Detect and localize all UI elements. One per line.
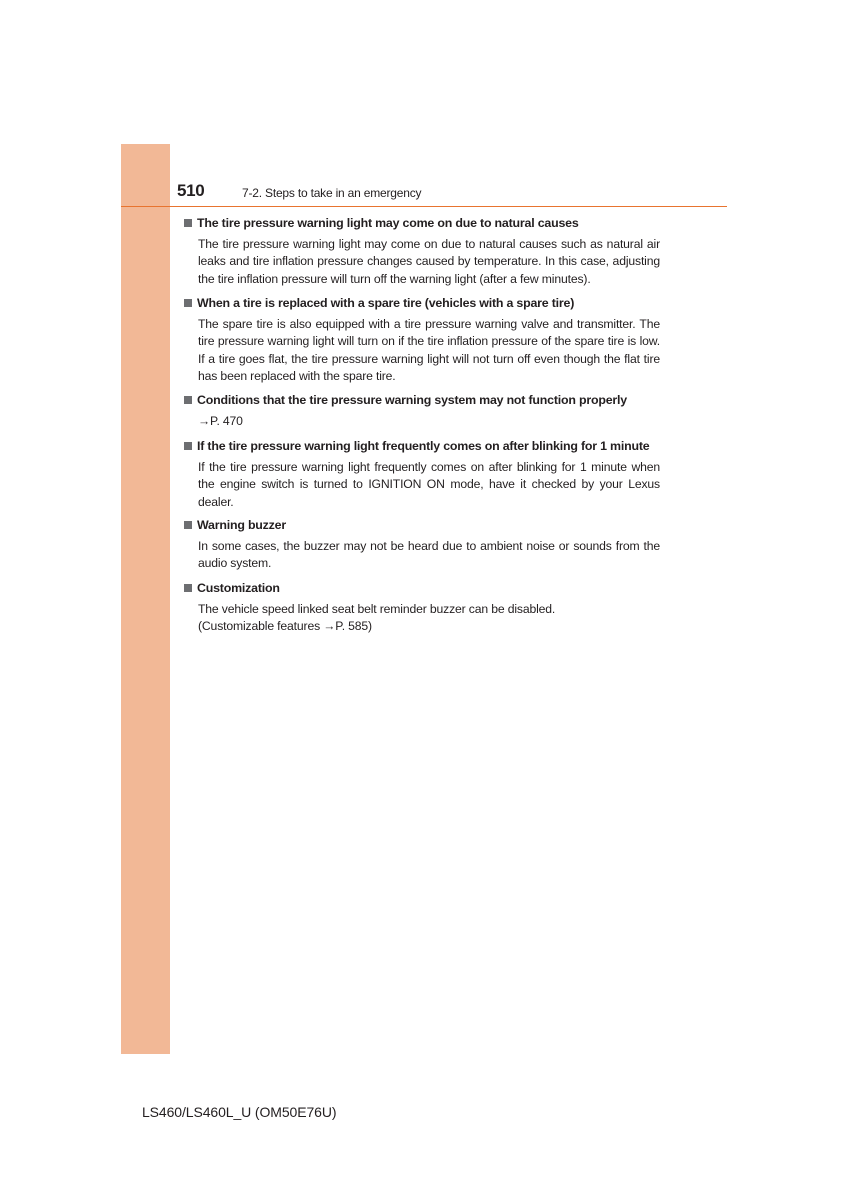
square-bullet-icon <box>184 521 192 529</box>
page-number: 510 <box>177 181 205 200</box>
section-heading: Customization <box>197 581 280 595</box>
section-body: The spare tire is also equipped with a tire pressure warning valve and transmitter. The tire pressure warning light will turn on if the tire inflation pressure of the spare tire is low. If a tire goes flat, the tire pressure warning light will not turn off even though the flat tire has been replaced with the spare tire. <box>198 317 660 384</box>
section-body: The tire pressure warning light may come on due to natural causes such as natural air leaks and tire inflation pressure changes caused by temperature. In this case, adjusting the tire inflation pressure will turn off the warning light (after a few minutes). <box>198 237 660 286</box>
section-warning-buzzer <box>184 516 660 573</box>
square-bullet-icon <box>184 584 192 592</box>
square-bullet-icon <box>184 299 192 307</box>
square-bullet-icon <box>184 219 192 227</box>
page-reference-link[interactable]: →P. 470 <box>198 414 243 428</box>
section-body: If the tire pressure warning light frequently comes on after blinking for 1 minute when the engine switch is turned to IGNITION ON mode, have it checked by your Lexus dealer. <box>198 460 660 509</box>
section-conditions <box>184 391 660 430</box>
square-bullet-icon <box>184 442 192 450</box>
section-heading: Conditions that the tire pressure warning system may not function properly <box>197 393 627 407</box>
header-divider <box>121 206 727 207</box>
customizable-features-reference[interactable]: (Customizable features →P. 585) <box>198 619 372 634</box>
square-bullet-icon <box>184 396 192 404</box>
section-title: 7-2. Steps to take in an emergency <box>242 186 422 200</box>
section-frequent-warning <box>184 437 660 511</box>
footer-model-code: LS460/LS460L_U (OM50E76U) <box>142 1104 337 1120</box>
section-body: In some cases, the buzzer may not be heard due to ambient noise or sounds from the audio system. <box>198 539 660 571</box>
section-customization <box>184 579 660 636</box>
section-spare-tire <box>184 294 660 386</box>
section-natural-causes <box>184 214 660 288</box>
section-heading: The tire pressure warning light may come on due to natural causes <box>197 216 579 230</box>
section-heading: When a tire is replaced with a spare tire (vehicles with a spare tire) <box>197 296 575 310</box>
section-heading: Warning buzzer <box>197 518 286 532</box>
section-heading: If the tire pressure warning light frequently comes on after blinking for 1 minute <box>197 439 650 453</box>
chapter-side-band <box>121 144 170 1054</box>
section-body-line: The vehicle speed linked seat belt reminder buzzer can be disabled. <box>198 602 556 616</box>
